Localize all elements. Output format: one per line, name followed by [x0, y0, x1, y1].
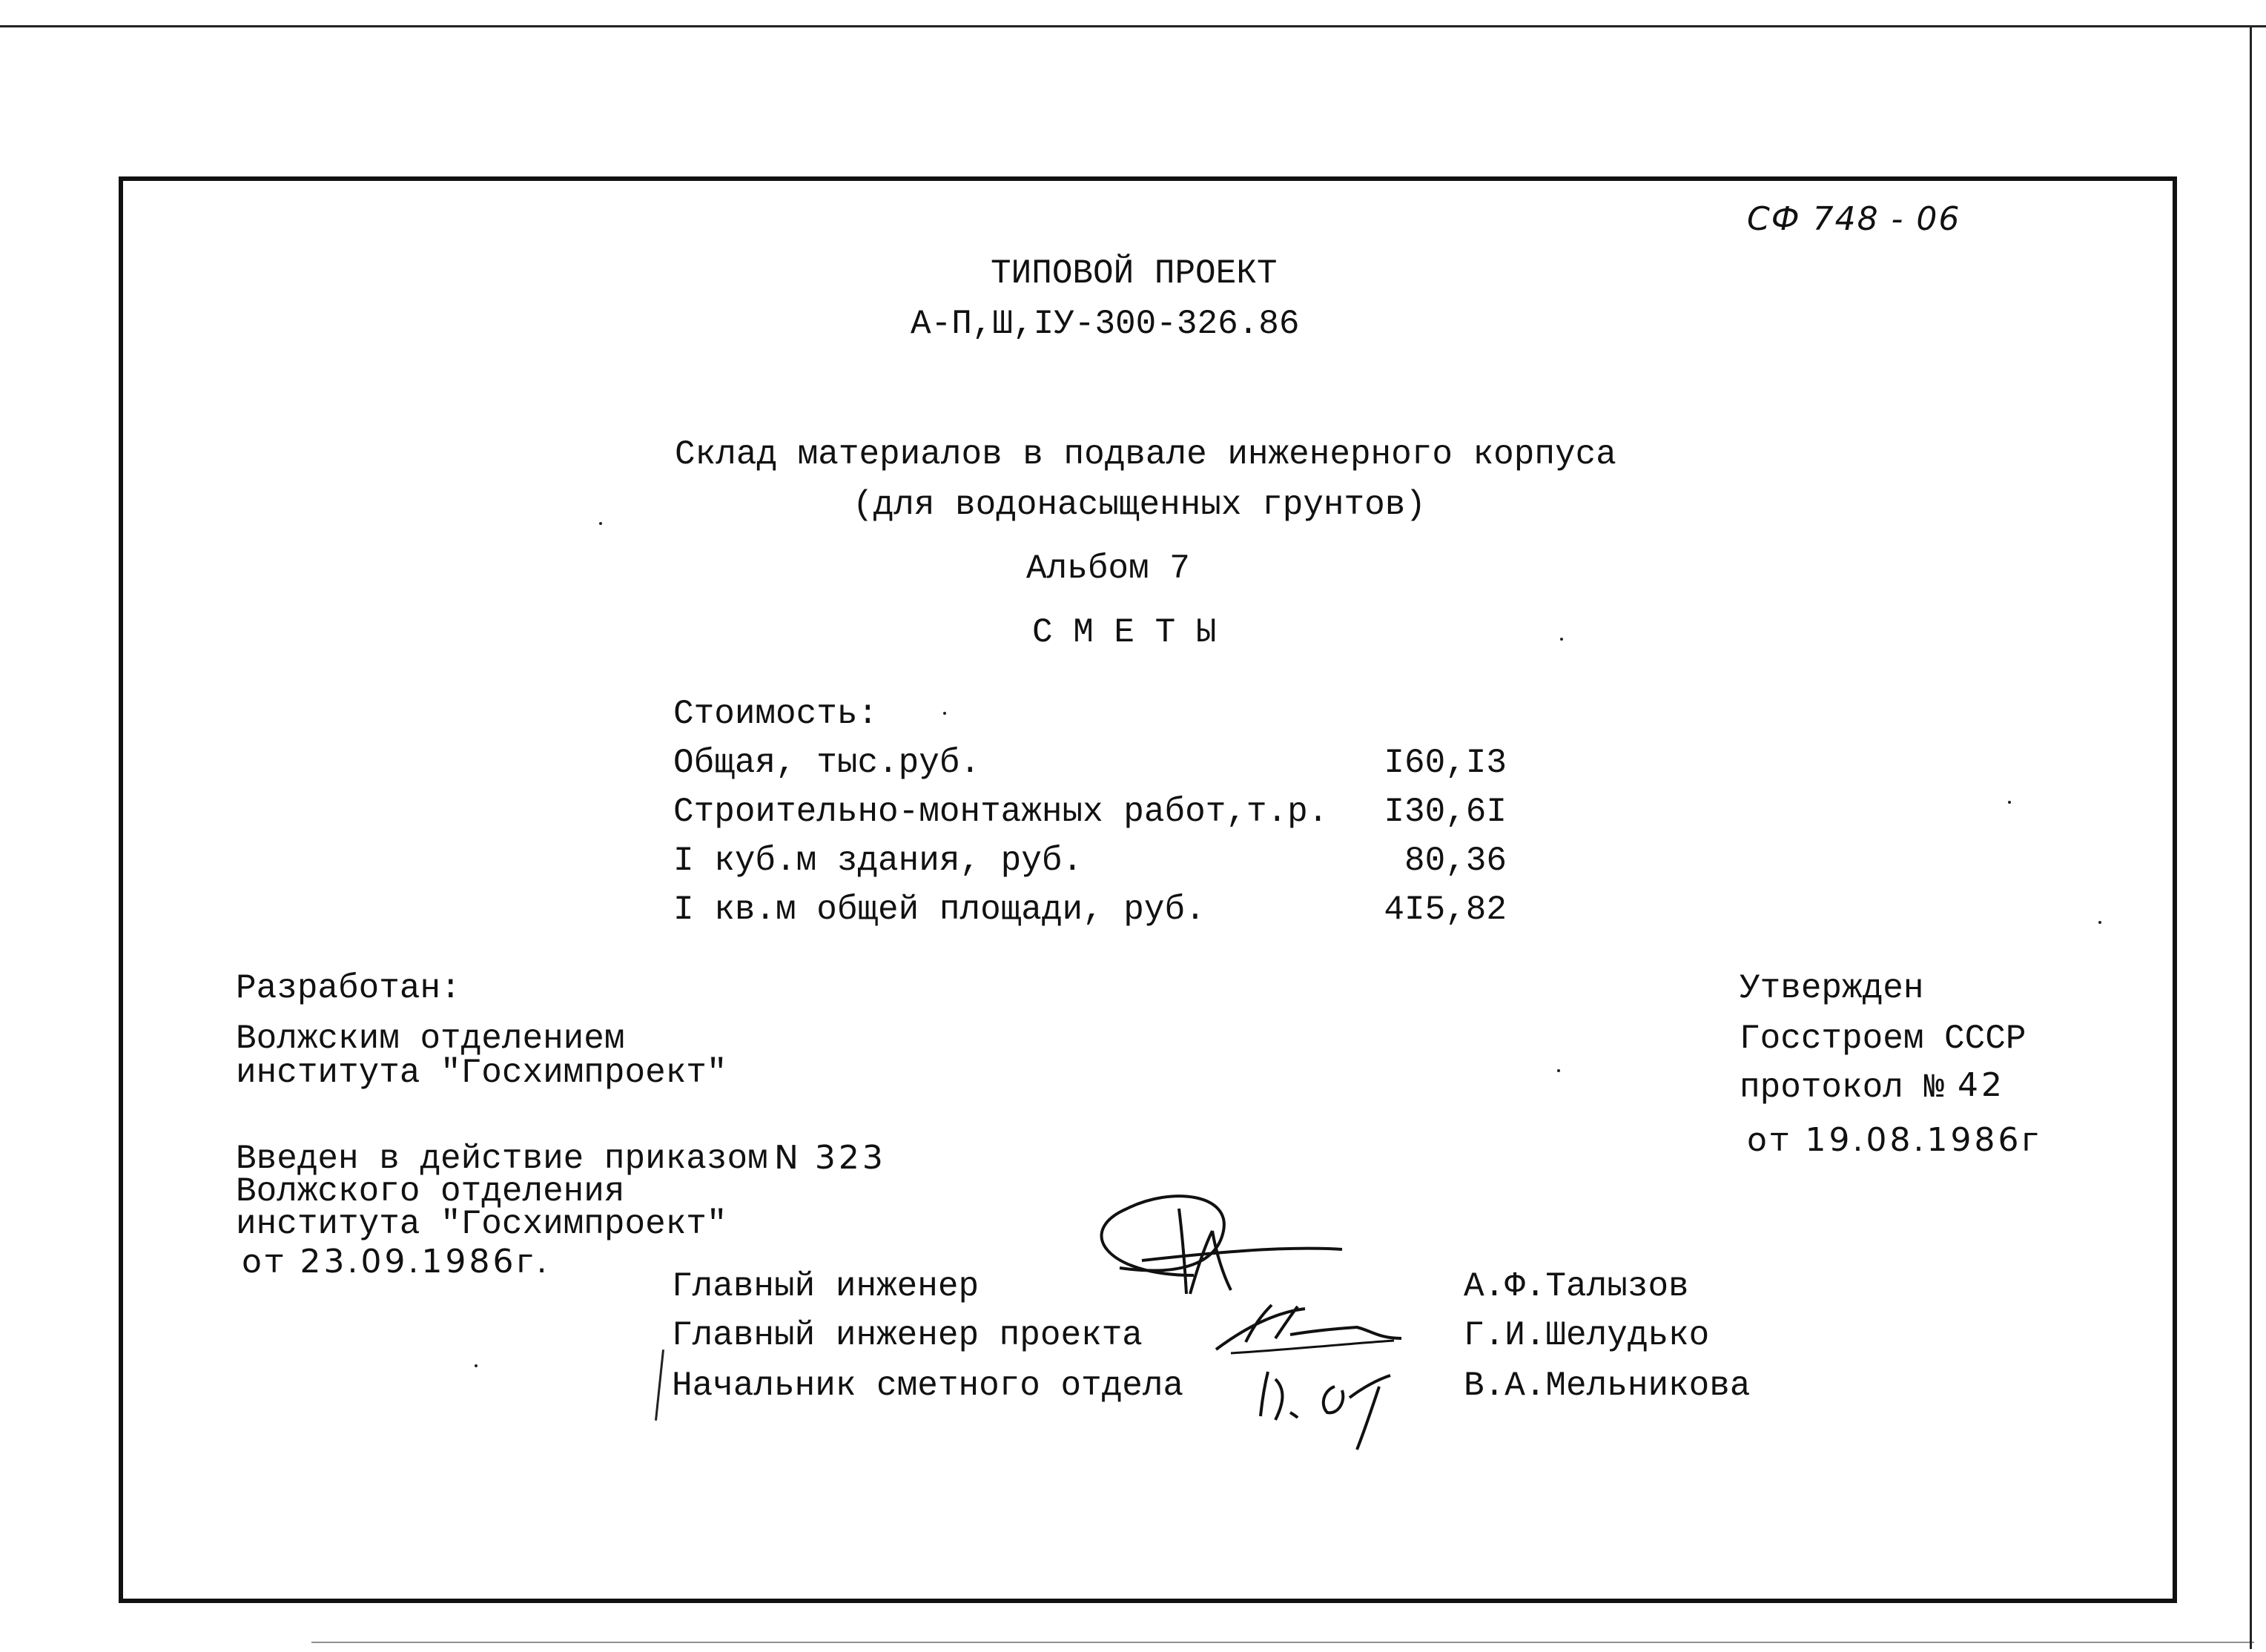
album-label: Альбом 7 — [1026, 549, 1190, 588]
section-label: С М Е Т Ы — [1032, 613, 1217, 652]
signatory-role: Главный инженер — [672, 1267, 980, 1306]
cost-row-label: I кв.м общей площади, руб. — [673, 891, 1206, 929]
signature-chief-engineer — [1060, 1164, 1357, 1312]
document-title: Склад материалов в подвале инженерного корпуса — [675, 435, 1616, 474]
developed-heading: Разработан: — [236, 969, 461, 1008]
project-number: А-П,Ш,IУ-300-326.86 — [911, 305, 1300, 343]
scan-speck — [475, 1364, 478, 1367]
approved-line: Госстроем СССР — [1740, 1020, 2026, 1058]
order-line: Волжского отделения — [236, 1172, 625, 1211]
document-subtitle: (для водонасыщенных грунтов) — [853, 486, 1426, 524]
scan-edge-right — [2250, 25, 2252, 1649]
signatory-name: Г.И.Шелудько — [1464, 1316, 1710, 1355]
signature-chief-project-engineer — [1201, 1298, 1409, 1364]
signatory-name: В.А.Мельникова — [1464, 1367, 1751, 1405]
scan-speck — [599, 522, 602, 525]
cost-row-value: I60,I3 — [1384, 744, 1507, 782]
signatory-role: Начальник сметного отдела — [672, 1367, 1184, 1405]
cost-row-label: Строительно-монтажных работ,т.р. — [673, 793, 1329, 831]
cost-row-value: 80,36 — [1404, 842, 1507, 880]
order-number: N 323 — [774, 1139, 886, 1177]
scan-edge-top — [0, 25, 2266, 27]
scan-edge-bottom — [311, 1642, 2254, 1643]
signature-estimate-head — [1253, 1357, 1401, 1453]
developed-line: Волжским отделением — [236, 1020, 625, 1058]
signatory-name: А.Ф.Талызов — [1464, 1267, 1689, 1306]
cost-row-value: I30,6I — [1384, 793, 1507, 831]
cost-row-value: 4I5,82 — [1384, 891, 1507, 929]
scan-speck — [943, 712, 946, 715]
approved-date: от 19.08.1986г — [1747, 1121, 2042, 1159]
scan-speck — [1560, 638, 1563, 641]
signatory-role: Главный инженер проекта — [672, 1316, 1143, 1355]
order-date: от 23.09.1986г. — [242, 1243, 550, 1281]
scan-speck — [1557, 1069, 1560, 1072]
cost-row-label: I куб.м здания, руб. — [673, 842, 1083, 880]
approved-line: Утвержден — [1740, 969, 1924, 1008]
developed-line: института "Госхимпроект" — [236, 1054, 727, 1092]
cost-row-label: Общая, тыс.руб. — [673, 744, 981, 782]
project-type: ТИПОВОЙ ПРОЕКТ — [991, 254, 1278, 293]
order-line: Введен в действие приказом — [236, 1140, 768, 1178]
archive-code: СФ 748 - 06 — [1747, 200, 1961, 238]
approved-line: протокол № — [1740, 1068, 1945, 1107]
protocol-number: 42 — [1958, 1066, 2005, 1104]
order-line: института "Госхимпроект" — [236, 1205, 727, 1243]
scan-speck — [2098, 921, 2101, 924]
cost-heading: Стоимость: — [673, 695, 879, 733]
scan-speck — [2008, 801, 2011, 804]
